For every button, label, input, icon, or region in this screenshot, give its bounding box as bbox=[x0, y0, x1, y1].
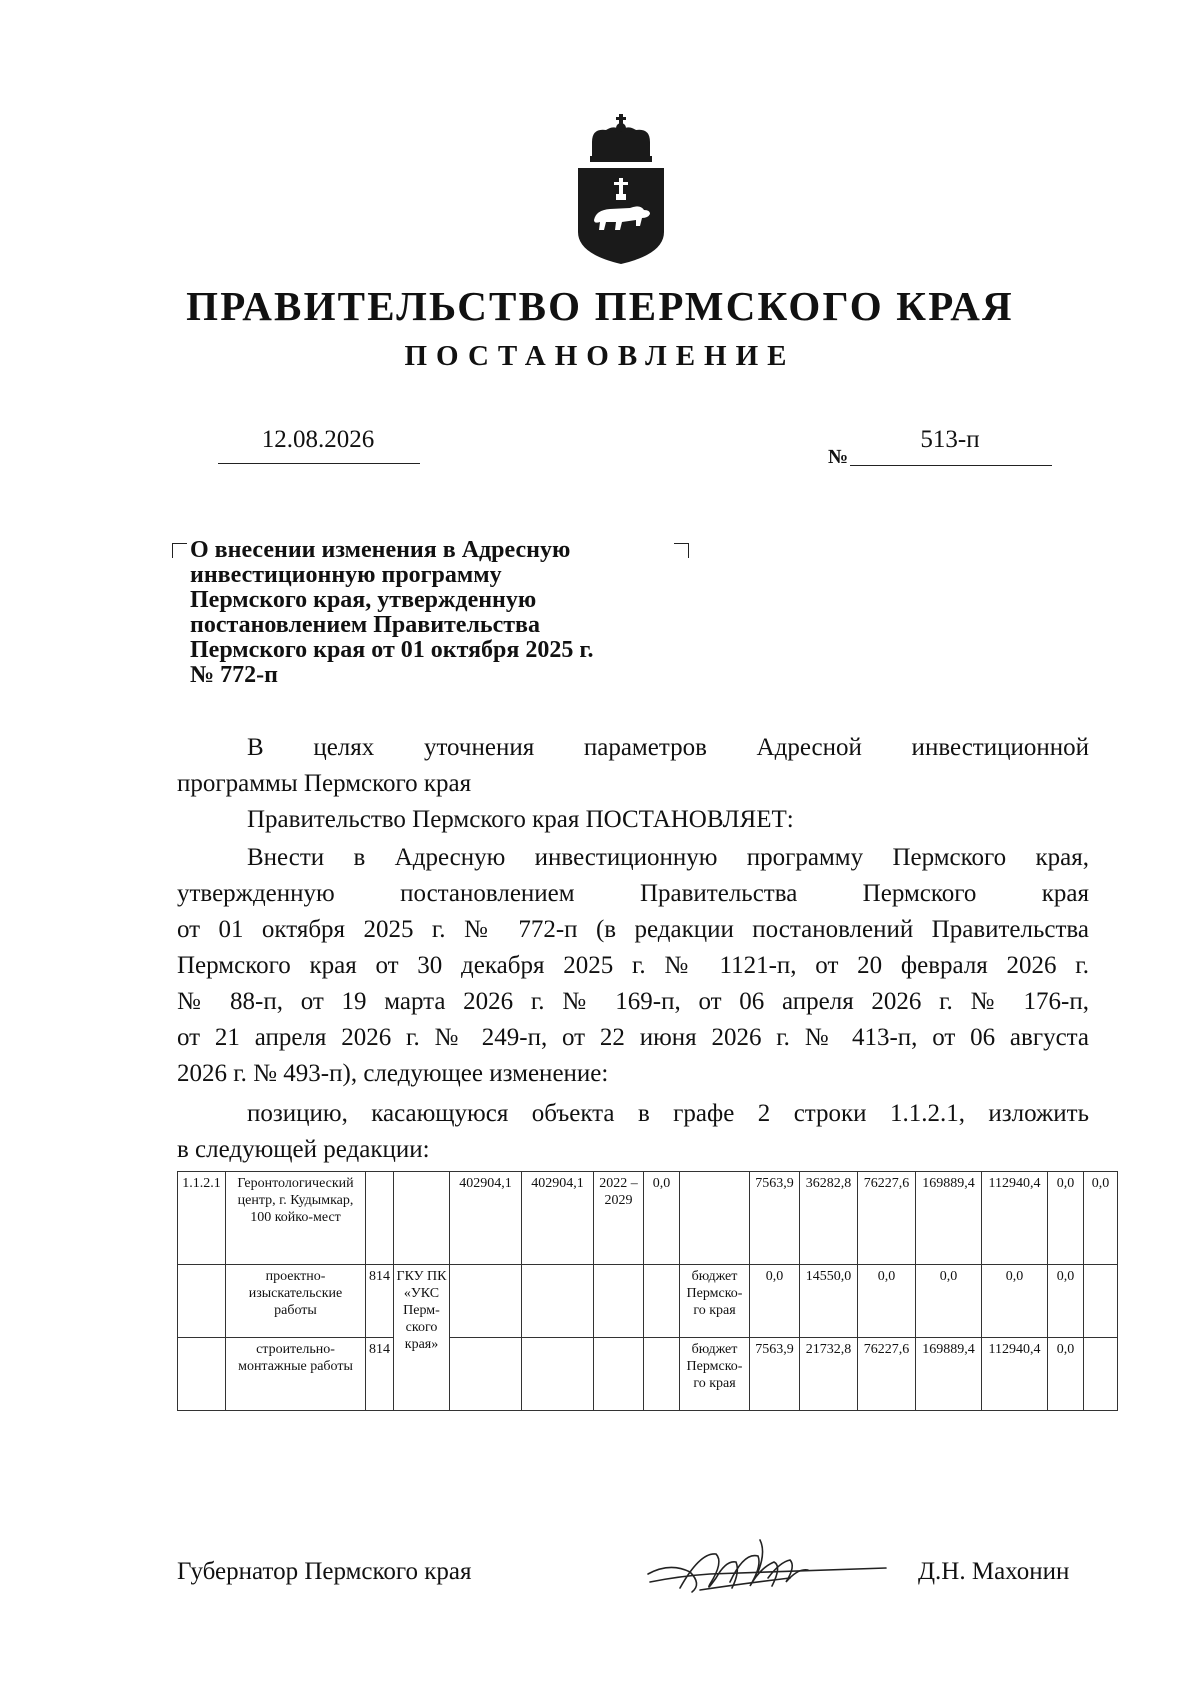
number-underline bbox=[850, 465, 1052, 466]
paragraph-line: В целях уточнения параметров Адресной инвестиционной bbox=[247, 734, 1089, 761]
document-type: ПОСТАНОВЛЕНИЕ bbox=[404, 340, 796, 372]
paragraph-line: в следующей редакции: bbox=[177, 1136, 430, 1163]
table-cell: бюджет Пермско-го края bbox=[680, 1338, 750, 1411]
signer-title: Губернатор Пермского края bbox=[177, 1558, 472, 1585]
table-cell: 112940,4 bbox=[982, 1338, 1048, 1411]
paragraph-line: Правительство Пермского края ПОСТАНОВЛЯЕТ: bbox=[247, 806, 794, 833]
table-cell: 814 bbox=[366, 1265, 394, 1338]
table-cell bbox=[522, 1338, 594, 1411]
table-cell: строительно-монтажные работы bbox=[226, 1338, 366, 1411]
table-cell bbox=[1084, 1265, 1118, 1338]
table-cell: 14550,0 bbox=[800, 1265, 858, 1338]
date-underline bbox=[218, 463, 420, 464]
table-cell: бюджет Пермско-го края bbox=[680, 1265, 750, 1338]
table-cell: 7563,9 bbox=[750, 1338, 800, 1411]
document-date: 12.08.2026 bbox=[261, 426, 375, 453]
table-cell bbox=[450, 1265, 522, 1338]
table-cell: ГКУ ПК «УКС Перм-ского края» bbox=[394, 1265, 450, 1411]
coat-of-arms-icon bbox=[570, 114, 672, 266]
paragraph-position bbox=[177, 1096, 1089, 1168]
document-subject bbox=[190, 538, 710, 688]
table-cell bbox=[394, 1172, 450, 1265]
subject-line: инвестиционную программу bbox=[190, 562, 502, 588]
table-row bbox=[178, 1265, 1118, 1338]
paragraph-amendment bbox=[177, 840, 1089, 1092]
subject-line: Пермского края от 01 октября 2025 г. bbox=[190, 637, 594, 663]
amendment-table bbox=[177, 1171, 1118, 1411]
table-cell: 814 bbox=[366, 1338, 394, 1411]
table-cell: Геронтологический центр, г. Кудымкар, 100 койко-мест bbox=[226, 1172, 366, 1265]
table-cell: 0,0 bbox=[858, 1265, 916, 1338]
table-cell: 7563,9 bbox=[750, 1172, 800, 1265]
paragraph-line: программы Пермского края bbox=[177, 770, 472, 797]
table-cell bbox=[366, 1172, 394, 1265]
table-cell: 1.1.2.1 bbox=[178, 1172, 226, 1265]
subject-corner-left bbox=[172, 543, 187, 558]
table-cell bbox=[680, 1172, 750, 1265]
paragraph-line: от 21 апреля 2026 г. № 249-п, от 22 июня 2026 г. № 413-п, от 06 августа bbox=[177, 1024, 1089, 1051]
table-cell bbox=[178, 1338, 226, 1411]
paragraph-purpose bbox=[177, 730, 1089, 802]
table-cell bbox=[450, 1338, 522, 1411]
table-cell: 402904,1 bbox=[522, 1172, 594, 1265]
table-cell: 21732,8 bbox=[800, 1338, 858, 1411]
table-cell: 76227,6 bbox=[858, 1338, 916, 1411]
paragraph-line: 2026 г. № 493-п), следующее изменение: bbox=[177, 1060, 609, 1087]
table-cell: 402904,1 bbox=[450, 1172, 522, 1265]
paragraph-line: позицию, касающуюся объекта в графе 2 строки 1.1.2.1, изложить bbox=[247, 1100, 1089, 1127]
table-cell bbox=[644, 1338, 680, 1411]
document-number: 513-п bbox=[920, 426, 980, 453]
paragraph-resolves bbox=[177, 802, 1089, 838]
table-cell: 0,0 bbox=[1048, 1172, 1084, 1265]
table-cell: 2022 – 2029 bbox=[594, 1172, 644, 1265]
table-cell: 0,0 bbox=[916, 1265, 982, 1338]
table-cell: 169889,4 bbox=[916, 1172, 982, 1265]
paragraph-line: № 88-п, от 19 марта 2026 г. № 169-п, от 06 апреля 2026 г. № 176-п, bbox=[177, 988, 1089, 1015]
subject-line: постановлением Правительства bbox=[190, 612, 541, 638]
table-cell bbox=[644, 1265, 680, 1338]
paragraph-line: Внести в Адресную инвестиционную программу Пермского края, bbox=[247, 844, 1089, 871]
table-cell: 0,0 bbox=[1084, 1172, 1118, 1265]
organization-title: ПРАВИТЕЛЬСТВО ПЕРМСКОГО КРАЯ bbox=[186, 283, 1014, 329]
table-cell: 0,0 bbox=[1048, 1265, 1084, 1338]
table-cell: 112940,4 bbox=[982, 1172, 1048, 1265]
table-cell: 36282,8 bbox=[800, 1172, 858, 1265]
number-sign: № bbox=[828, 446, 849, 468]
table-row bbox=[178, 1338, 1118, 1411]
table-cell: 169889,4 bbox=[916, 1338, 982, 1411]
table-cell bbox=[178, 1265, 226, 1338]
table-cell bbox=[522, 1265, 594, 1338]
table-cell bbox=[594, 1338, 644, 1411]
table-cell: проектно-изыскательские работы bbox=[226, 1265, 366, 1338]
paragraph-line: от 01 октября 2025 г. № 772-п (в редакции постановлений Правительства bbox=[177, 916, 1089, 943]
table-cell: 0,0 bbox=[644, 1172, 680, 1265]
table-cell bbox=[594, 1265, 644, 1338]
paragraph-line: Пермского края от 30 декабря 2025 г. № 1121-п, от 20 февраля 2026 г. bbox=[177, 952, 1089, 979]
paragraph-line: утвержденную постановлением Правительства Пермского края bbox=[177, 880, 1089, 907]
signature-image bbox=[640, 1532, 890, 1604]
table-cell: 76227,6 bbox=[858, 1172, 916, 1265]
table-cell: 0,0 bbox=[1048, 1338, 1084, 1411]
subject-line: № 772-п bbox=[190, 662, 278, 688]
table-row bbox=[178, 1172, 1118, 1265]
signer-name: Д.Н. Махонин bbox=[918, 1558, 1070, 1585]
table-cell: 0,0 bbox=[750, 1265, 800, 1338]
subject-line: Пермского края, утвержденную bbox=[190, 587, 537, 613]
table-cell: 0,0 bbox=[982, 1265, 1048, 1338]
subject-line: О внесении изменения в Адресную bbox=[190, 537, 571, 563]
table-cell bbox=[1084, 1338, 1118, 1411]
